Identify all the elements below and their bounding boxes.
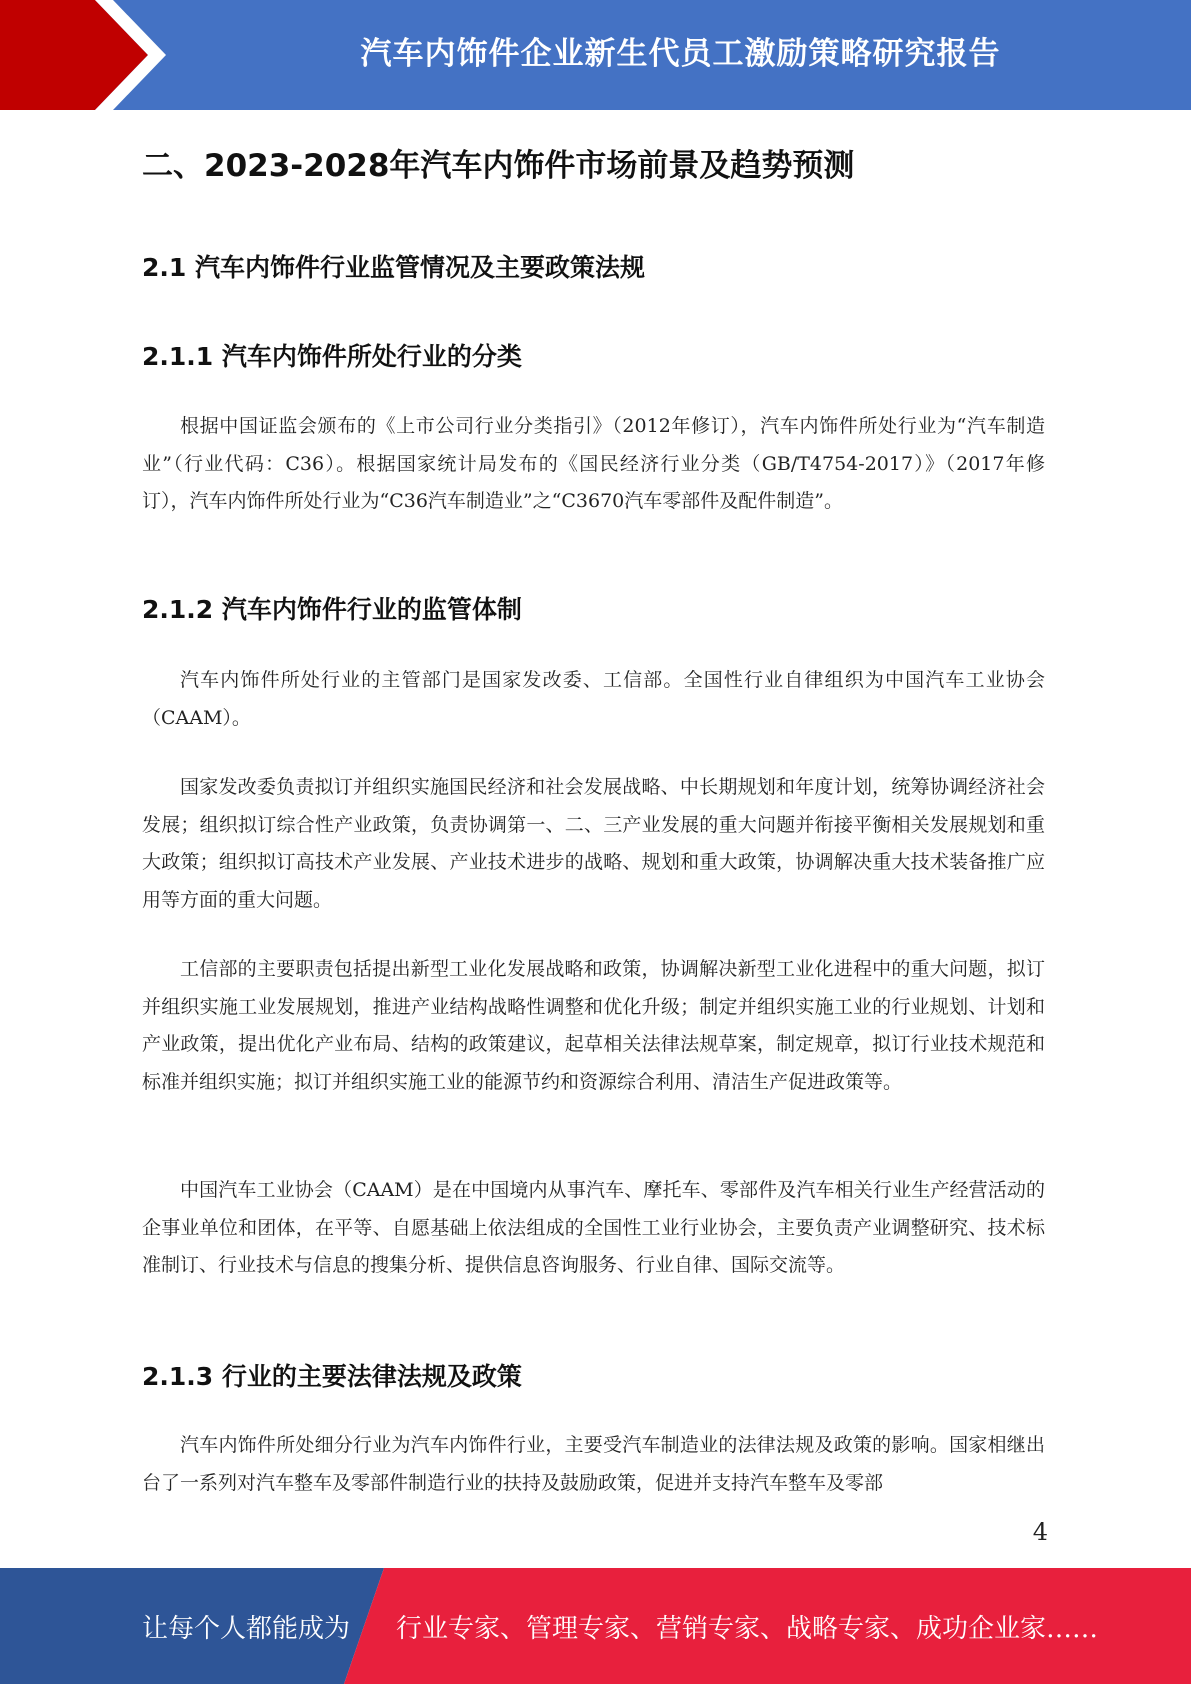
subsection-heading-2-1-3: 2.1.3 行业的主要法律法规及政策 xyxy=(142,1362,522,1391)
page-header xyxy=(0,0,1191,110)
page-number: 4 xyxy=(1032,1518,1048,1546)
section-title: 二、2023-2028年汽车内饰件市场前景及趋势预测 xyxy=(142,148,855,184)
header-title: 汽车内饰件企业新生代员工激励策略研究报告 xyxy=(360,35,1001,72)
subsection-heading-2-1-1: 2.1.1 汽车内饰件所处行业的分类 xyxy=(142,342,522,371)
paragraph-miit-duties: 工信部的主要职责包括提出新型工业化发展战略和政策，协调解决新型工业化进程中的重大问题，拟订并组织实施工业发展规划，推进产业结构战略性调整和优化升级；制定并组织实施工业的行业规划、计划和产业政策，提出优化产业布局、结构的政策建议，起草相关法律法规草案，制定规章，拟订行业技术规范和标准并组织实施；拟订并组织实施工业的能源节约和资源综合利用、清洁生产促进政策等。 xyxy=(142,958,1045,1093)
paragraph-caam: 中国汽车工业协会（CAAM）是在中国境内从事汽车、摩托车、零部件及汽车相关行业生产经营活动的企事业单位和团体，在平等、自愿基础上依法组成的全国性工业行业协会，主要负责产业调整研究、技术标准制订、行业技术与信息的搜集分析、提供信息咨询服务、行业自律、国际交流等。 xyxy=(142,1179,1045,1276)
subsection-heading-2-1-2: 2.1.2 汽车内饰件行业的监管体制 xyxy=(142,595,522,624)
paragraph-regulators: 汽车内饰件所处行业的主管部门是国家发改委、工信部。全国性行业自律组织为中国汽车工业协会（CAAM）。 xyxy=(142,669,1045,729)
paragraph-ndrc-duties: 国家发改委负责拟订并组织实施国民经济和社会发展战略、中长期规划和年度计划，统筹协调经济社会发展；组织拟订综合性产业政策，负责协调第一、二、三产业发展的重大问题并衔接平衡相关发展规划和重大政策；组织拟订高技术产业发展、产业技术进步的战略、规划和重大政策，协调解决重大技术装备推广应用等方面的重大问题。 xyxy=(142,776,1045,911)
paragraph-laws-policies: 汽车内饰件所处细分行业为汽车内饰件行业，主要受汽车制造业的法律法规及政策的影响。国家相继出台了一系列对汽车整车及零部件制造行业的扶持及鼓励政策，促进并支持汽车整车及零部 xyxy=(142,1434,1045,1494)
page-footer xyxy=(0,1568,1191,1684)
paragraph-classification: 根据中国证监会颁布的《上市公司行业分类指引》（2012年修订），汽车内饰件所处行业为“汽车制造业”（行业代码：C36）。根据国家统计局发布的《国民经济行业分类（GB/T4754-2017）》（2017年修订），汽车内饰件所处行业为“C36汽车制造业”之“C3670汽车零部件及配件制造”。 xyxy=(142,415,1045,512)
subsection-heading-2-1: 2.1 汽车内饰件行业监管情况及主要政策法规 xyxy=(142,253,645,282)
footer-slogan-left: 让每个人都能成为 xyxy=(142,1613,351,1644)
footer-slogan-right: 行业专家、管理专家、营销专家、战略专家、成功企业家…… xyxy=(396,1613,1099,1644)
